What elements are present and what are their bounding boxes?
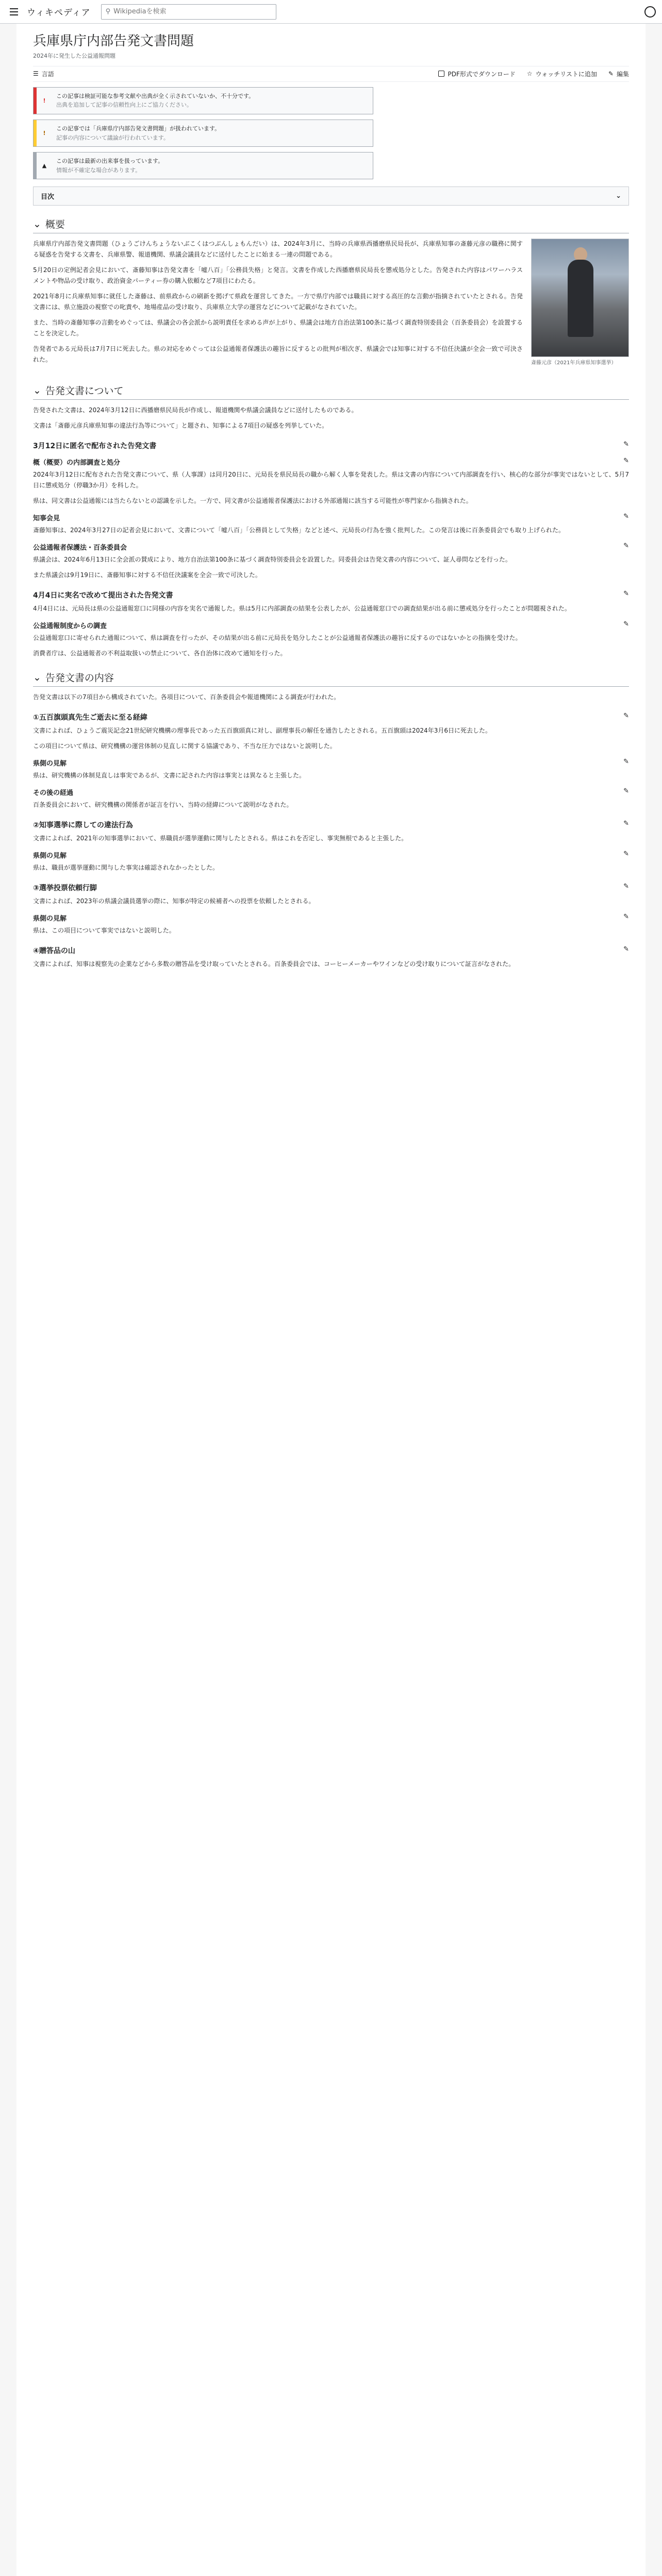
pencil-icon[interactable]: ✎ bbox=[623, 620, 629, 629]
search-icon: ⚲ bbox=[105, 8, 111, 15]
subsection-heading-text: 3月12日に匿名で配布された告発文書 bbox=[33, 442, 157, 451]
subsection-heading bbox=[33, 440, 629, 451]
info-icon: ▲ bbox=[42, 162, 47, 170]
infobox-caption: 斎藤元彦（2021年兵庫県知事選挙） bbox=[531, 360, 617, 366]
watchlist-button[interactable]: ☆ ウォッチリストに追加 bbox=[526, 70, 597, 78]
subsection-heading-text: 4月4日に実名で改めて提出された告発文書 bbox=[33, 591, 173, 600]
pencil-icon[interactable]: ✎ bbox=[623, 513, 629, 521]
subsubsection-heading bbox=[33, 913, 629, 923]
subsubsection-heading-text: 県側の見解 bbox=[33, 760, 67, 768]
language-button[interactable]: ☰ 言語 bbox=[33, 70, 54, 78]
subsection-heading bbox=[33, 883, 629, 893]
subsection-heading-text: ①五百旗頭真先生ご逝去に至る経緯 bbox=[33, 714, 147, 722]
pencil-icon[interactable]: ✎ bbox=[623, 883, 629, 891]
pencil-icon[interactable]: ✎ bbox=[623, 820, 629, 828]
subsubsection-heading bbox=[33, 457, 629, 467]
subsubsection-heading bbox=[33, 513, 629, 522]
download-icon bbox=[438, 71, 444, 77]
paragraph: 文書によれば、2023年の県議会議員選挙の際に、知事が特定の候補者への投票を依頼したとされる。 bbox=[33, 897, 315, 905]
page-toolbar bbox=[33, 66, 629, 82]
page-subtitle: 2024年に発生した公益通報問題 bbox=[33, 52, 115, 59]
infobox bbox=[531, 239, 629, 367]
pencil-icon: ✎ bbox=[608, 70, 614, 78]
paragraph: また、当時の斎藤知事の言動をめぐっては、県議会の各会派から説明責任を求める声が上がり、県議会は地方自治法第100条に基づく調査特別委員会（百条委員会）を設置することを決定した。 bbox=[33, 319, 523, 337]
article-content bbox=[16, 24, 646, 2576]
user-menu-icon[interactable] bbox=[644, 6, 656, 18]
subsubsection-heading bbox=[33, 850, 629, 860]
paragraph: 文書は「斎藤元彦兵庫県知事の違法行為等について」と題され、知事による7項目の疑惑を列挙していた。 bbox=[33, 422, 328, 430]
table-of-contents[interactable] bbox=[33, 187, 629, 206]
paragraph: 県議会は、2024年6月13日に全会派の賛成により、地方自治法第100条に基づく調査特別委員会を設置した。同委員会は告発文書の内容について、証人尋問などを行った。 bbox=[33, 556, 511, 564]
paragraph: 2021年8月に兵庫県知事に就任した斎藤は、前県政からの刷新を掲げて県政を運営してきた。一方で県庁内部では職員に対する高圧的な言動が指摘されていたとされる。告発文書には、県立施設の視察での叱責や、地場産品の受け取り、兵庫県立大学の運営などについて記載がなされていた。 bbox=[33, 293, 523, 311]
pencil-icon[interactable]: ✎ bbox=[623, 440, 629, 449]
search-input[interactable] bbox=[113, 8, 271, 15]
pencil-icon[interactable]: ✎ bbox=[623, 542, 629, 550]
toc-label: 目次 bbox=[41, 193, 55, 201]
section-heading bbox=[33, 383, 629, 400]
paragraph: 5月20日の定例記者会見において、斎藤知事は告発文書を「嘘八百」「公務員失格」と発言。文書を作成した西播磨県民局長を懲戒処分とした。告発された内容はパワーハラスメントや物品の受け取り、政治資金パーティー券の購入依頼など7項目にわたる。 bbox=[33, 266, 523, 285]
chevron-down-icon[interactable]: ⌄ bbox=[33, 384, 41, 396]
paragraph: この項目について県は、研究機構の運営体制の見直しに関する協議であり、不当な圧力ではないと説明した。 bbox=[33, 742, 336, 750]
person-body-shape bbox=[568, 260, 593, 337]
subsection-heading-text: ③選挙投票依頼行脚 bbox=[33, 884, 97, 893]
language-icon: ☰ bbox=[33, 70, 39, 78]
paragraph: 2024年3月12日に配布された告発文書について、県（人事課）は同月20日に、元局長を県民局長の職から解く人事を発表した。県は文書の内容について内部調査を行い、核心的な部分が事実ではないとして、5月7日に懲戒処分（停職3か月）を科した。 bbox=[33, 471, 629, 489]
paragraph: 文書によれば、知事は視察先の企業などから多数の贈答品を受け取っていたとされる。百条委員会では、コーヒーメーカーやワインなどの受け取りについて証言がなされた。 bbox=[33, 960, 515, 968]
subsubsection-heading-text: 公益通報者保護法・百条委員会 bbox=[33, 544, 127, 552]
pencil-icon[interactable]: ✎ bbox=[623, 457, 629, 465]
star-icon: ☆ bbox=[526, 70, 533, 78]
subsubsection-heading-text: 公益通報制度からの調査 bbox=[33, 622, 107, 631]
paragraph: 文書によれば、ひょうご震災記念21世紀研究機構の理事長であった五百旗頭真に対し、副理事長の解任を通告したとされる。五百旗頭は2024年3月6日に死去した。 bbox=[33, 727, 491, 735]
edit-button[interactable]: ✎ 編集 bbox=[608, 70, 629, 78]
section-heading-text: 告発文書の内容 bbox=[45, 672, 114, 684]
page-title: 兵庫県庁内部告発文書問題 bbox=[33, 33, 194, 49]
subsection-heading bbox=[33, 945, 629, 956]
pencil-icon[interactable]: ✎ bbox=[623, 850, 629, 858]
subsubsection-heading-text: 知事会見 bbox=[33, 515, 60, 523]
paragraph: 県は、この項目について事実ではないと説明した。 bbox=[33, 927, 175, 935]
notice-box: ▲ この記事は最新の出来事を扱っています。 情報が不確定な場合があります。 bbox=[33, 152, 373, 179]
pencil-icon[interactable]: ✎ bbox=[623, 758, 629, 766]
subsubsection-heading-text: その後の経過 bbox=[33, 789, 74, 798]
paragraph: 公益通報窓口に寄せられた通報について、県は調査を行ったが、その結果が出る前に元局長を処分したことが公益通報者保護法の趣旨に反するのではないかとの指摘を受けた。 bbox=[33, 634, 522, 642]
paragraph: 県は、同文書は公益通報には当たらないとの認識を示した。一方で、同文書が公益通報者保護法における外部通報に該当する可能性が専門家から指摘された。 bbox=[33, 497, 472, 505]
infobox-image[interactable] bbox=[531, 239, 629, 357]
article-sections bbox=[33, 217, 629, 970]
subsubsection-heading-text: 概（概要）の内部調査と処分 bbox=[33, 459, 121, 467]
subsubsection-heading bbox=[33, 542, 629, 552]
chevron-down-icon[interactable]: ⌄ bbox=[33, 218, 41, 230]
paragraph: 百条委員会において、研究機構の関係者が証言を行い、当時の経緯について説明がなされた。 bbox=[33, 801, 293, 809]
subsubsection-heading-text: 県側の見解 bbox=[33, 915, 67, 923]
subsubsection-heading bbox=[33, 620, 629, 630]
search-box[interactable] bbox=[101, 4, 276, 20]
paragraph: 告発者である元局長は7月7日に死去した。県の対応をめぐっては公益通報者保護法の趣旨に反するとの批判が相次ぎ、県議会では知事に対する不信任決議が全会一致で可決された。 bbox=[33, 345, 523, 364]
section-heading-text: 概要 bbox=[45, 219, 65, 231]
pencil-icon[interactable]: ✎ bbox=[623, 787, 629, 795]
paragraph: 消費者庁は、公益通報者の不利益取扱いの禁止について、各自治体に改めて通知を行った。 bbox=[33, 650, 287, 657]
pencil-icon[interactable]: ✎ bbox=[623, 712, 629, 720]
pencil-icon[interactable]: ✎ bbox=[623, 590, 629, 598]
paragraph: 告発文書は以下の7項目から構成されていた。各項目について、百条委員会や報道機関による調査が行われた。 bbox=[33, 693, 340, 701]
chevron-down-icon: ⌄ bbox=[616, 192, 621, 200]
subsection-heading bbox=[33, 712, 629, 722]
paragraph: 文書によれば、2021年の知事選挙において、県職員が選挙運動に関与したとされる。県はこれを否定し、事実無根であると主張した。 bbox=[33, 835, 408, 842]
subsection-heading-text: ④贈答品の山 bbox=[33, 947, 75, 956]
subsection-heading bbox=[33, 590, 629, 600]
paragraph: 斎藤知事は、2024年3月27日の記者会見において、文書について「嘘八百」「公務員として失格」などと述べ、元局長の行為を強く批判した。この発言は後に百条委員会でも取り上げられた。 bbox=[33, 527, 565, 534]
paragraph: また県議会は9月19日に、斎藤知事に対する不信任決議案を全会一致で可決した。 bbox=[33, 571, 261, 579]
paragraph: 兵庫県庁内部告発文書問題（ひょうごけんちょうないぶこくはつぶんしょもんだい）は、2024年3月に、当時の兵庫県西播磨県民局長が、兵庫県知事の斎藤元彦の職務に関する疑惑を告発する文書を、兵庫県警、報道機関、県議会議員などに送付したことに始まる一連の問題である。 bbox=[33, 240, 523, 259]
notice-box: ! この記事では「兵庫県庁内部告発文書問題」が扱われています。 記事の内容について議論が行われています。 bbox=[33, 120, 373, 147]
subsubsection-heading-text: 県側の見解 bbox=[33, 852, 67, 860]
pdf-download-button[interactable]: PDF形式でダウンロード bbox=[438, 70, 515, 78]
section-heading bbox=[33, 670, 629, 687]
pencil-icon[interactable]: ✎ bbox=[623, 945, 629, 954]
main-menu-button[interactable] bbox=[6, 4, 22, 20]
paragraph: 県は、職員が選挙運動に関与した事実は確認されなかったとした。 bbox=[33, 864, 219, 872]
warning-icon: ! bbox=[43, 130, 46, 137]
section-heading bbox=[33, 217, 629, 233]
paragraph: 県は、研究機構の体制見直しは事実であるが、文書に記された内容は事実とは異なると主張した。 bbox=[33, 772, 306, 779]
paragraph: 4月4日には、元局長は県の公益通報窓口に同様の内容を実名で通報した。県は5月に内部調査の結果を公表したが、公益通報窓口での調査結果が出る前に懲戒処分を行ったことが問題視された。 bbox=[33, 605, 571, 613]
paragraph: 告発された文書は、2024年3月12日に西播磨県民局長が作成し、報道機関や県議会議員などに送付したものである。 bbox=[33, 406, 358, 414]
pencil-icon[interactable]: ✎ bbox=[623, 913, 629, 921]
subsection-heading-text: ②知事選挙に際しての違法行為 bbox=[33, 821, 133, 830]
subsubsection-heading bbox=[33, 758, 629, 768]
section-heading-text: 告発文書について bbox=[45, 385, 124, 397]
notice-box: ! この記事は検証可能な参考文献や出典が全く示されていないか、不十分です。 出典を追加して記事の信頼性向上にご協力ください。 bbox=[33, 87, 373, 114]
top-bar bbox=[0, 0, 662, 24]
site-logo[interactable]: ウィキペディア bbox=[27, 8, 91, 18]
subsection-heading bbox=[33, 820, 629, 830]
chevron-down-icon[interactable]: ⌄ bbox=[33, 671, 41, 683]
warning-icon: ! bbox=[43, 97, 46, 104]
subsubsection-heading bbox=[33, 787, 629, 797]
